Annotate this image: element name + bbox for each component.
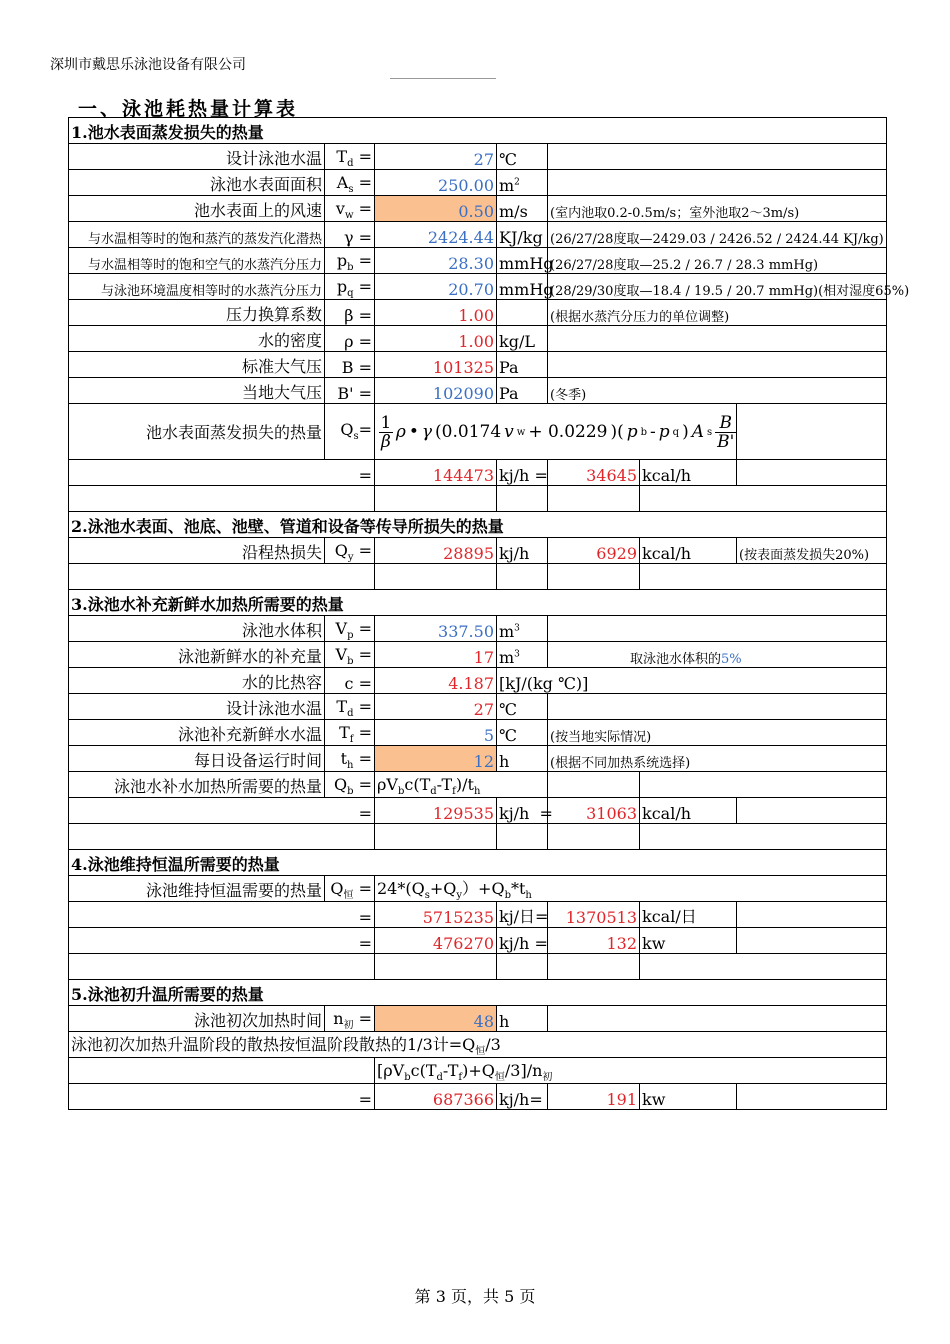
table-row: [69, 694, 887, 720]
symbol: $t_h$ =: [325, 746, 375, 772]
formula-text: $[\rho V_bc(T_d-T_f)+Q_恒/3]/n_初$: [375, 1058, 887, 1084]
label: 水的密度: [69, 326, 325, 352]
symbol: $Q_b$ =: [325, 772, 375, 798]
symbol: $V_b$ =: [325, 642, 375, 668]
result-unit: kj/h =: [497, 460, 548, 486]
table-row: [69, 746, 887, 772]
label: 与泳池环境温度相等时的水蒸汽分压力: [69, 274, 325, 300]
input-cell-initial-heating-time[interactable]: 48: [375, 1006, 497, 1032]
empty-cell: [69, 902, 325, 928]
label: 压力换算系数: [69, 300, 325, 326]
result-value-2[interactable]: 31063: [548, 798, 640, 824]
note: [548, 616, 887, 642]
section-3-title: 3.泳池水补充新鲜水加热所需要的热量: [69, 590, 887, 616]
table-row: [69, 1058, 887, 1084]
value-cell-2[interactable]: 6929: [548, 538, 640, 564]
table-row-blank: [69, 564, 887, 590]
note: 取泳池水体积的5%: [548, 642, 887, 668]
symbol: $p_b$ =: [325, 248, 375, 274]
note: [548, 352, 887, 378]
table-row: [69, 222, 887, 248]
table-row: [69, 668, 887, 694]
note: [737, 404, 887, 460]
value-cell[interactable]: 20.70: [375, 274, 497, 300]
note: [737, 902, 887, 928]
unit: $m^2$: [497, 170, 548, 196]
unit: kj/h: [497, 538, 548, 564]
note: (28/29/30度取—18.4 / 19.5 / 20.7 mmHg)(相对湿度65%): [548, 274, 887, 300]
value-cell[interactable]: 102090: [375, 378, 497, 404]
value-cell[interactable]: 1.00: [375, 300, 497, 326]
value-cell[interactable]: 2424.44: [375, 222, 497, 248]
note: (冬季): [548, 378, 887, 404]
empty-cell: [69, 460, 325, 486]
input-cell-wind-speed[interactable]: 0.50: [375, 196, 497, 222]
label: 池水表面蒸发损失的热量: [69, 404, 325, 460]
result-unit: kj/日=: [497, 902, 548, 928]
symbol: c =: [325, 668, 375, 694]
heat-calculation-table: [68, 117, 910, 1110]
table-row: [69, 1006, 887, 1032]
empty-cell: [69, 1058, 375, 1084]
section-4-title: 4.泳池维持恒温所需要的热量: [69, 850, 887, 876]
symbol: $p_q$ =: [325, 274, 375, 300]
result-unit-2: kcal/h: [640, 460, 737, 486]
label: 每日设备运行时间: [69, 746, 325, 772]
table-row: [69, 196, 887, 222]
note: [548, 1006, 887, 1032]
result-unit: kj/h=: [497, 1084, 548, 1110]
label: 泳池维持恒温需要的热量: [69, 876, 325, 902]
value-cell[interactable]: 27: [375, 694, 497, 720]
label: 泳池水体积: [69, 616, 325, 642]
label: 泳池水表面面积: [69, 170, 325, 196]
note: (根据水蒸汽分压力的单位调整): [548, 300, 887, 326]
result-unit: kj/h =: [497, 798, 548, 824]
table-row-formula: [69, 404, 887, 460]
value-cell[interactable]: 28.30: [375, 248, 497, 274]
table-row: [69, 170, 887, 196]
table-row: [69, 352, 887, 378]
unit: Pa: [497, 352, 548, 378]
result-value[interactable]: 144473: [375, 460, 497, 486]
empty-cell: [69, 798, 325, 824]
value-cell[interactable]: 5: [375, 720, 497, 746]
symbol: B' =: [325, 378, 375, 404]
symbol: $V_p$ =: [325, 616, 375, 642]
equals: =: [325, 798, 375, 824]
result-unit: kj/h =: [497, 928, 548, 954]
table-row-result: [69, 460, 887, 486]
table-row: [69, 642, 887, 668]
unit: Pa: [497, 378, 548, 404]
label: 设计泳池水温: [69, 144, 325, 170]
result-value[interactable]: 687366: [375, 1084, 497, 1110]
table-row-result: [69, 798, 887, 824]
unit-2: kcal/h: [640, 538, 737, 564]
label: 泳池补充新鲜水水温: [69, 720, 325, 746]
unit: kg/L: [497, 326, 548, 352]
table-row-result: [69, 902, 887, 928]
result-unit-2: kw: [640, 1084, 737, 1110]
result-value[interactable]: 129535: [375, 798, 497, 824]
label: 泳池新鲜水的补充量: [69, 642, 325, 668]
symbol: $T_d$ =: [325, 694, 375, 720]
note: (室内池取0.2-0.5m/s；室外池取2～3m/s): [548, 196, 887, 222]
table-row: [69, 274, 887, 300]
result-unit-2: kcal/h: [640, 798, 737, 824]
label: 与水温相等时的饱和空气的水蒸汽分压力: [69, 248, 325, 274]
table-row: [69, 616, 887, 642]
symbol: $A_s$ =: [325, 170, 375, 196]
section-2-title: 2.泳池水表面、池底、池壁、管道和设备等传导所损失的热量: [69, 512, 887, 538]
label: 泳池水补水加热所需要的热量: [69, 772, 325, 798]
label: 当地大气压: [69, 378, 325, 404]
symbol: $v_w$ =: [325, 196, 375, 222]
value-cell[interactable]: 101325: [375, 352, 497, 378]
formula-text: $24*(Q_s+Q_y)+Q_b*t_h$: [375, 876, 887, 902]
equals: =: [325, 928, 375, 954]
empty-cell: [69, 928, 325, 954]
unit: ℃: [497, 144, 548, 170]
value-cell[interactable]: 27: [375, 144, 497, 170]
note: (26/27/28度取—25.2 / 26.7 / 28.3 mmHg): [548, 248, 887, 274]
note: [548, 144, 887, 170]
result-value-2[interactable]: 132: [548, 928, 640, 954]
symbol: β =: [325, 300, 375, 326]
evaporation-formula: [375, 404, 737, 460]
note: [737, 460, 887, 486]
note: (按当地实际情况): [548, 720, 887, 746]
page-footer: 第 3 页，共 5 页: [414, 1287, 536, 1306]
symbol: $T_d$ =: [325, 144, 375, 170]
unit: $m^3$: [497, 616, 548, 642]
symbol: $T_f$ =: [325, 720, 375, 746]
percent-value[interactable]: 5%: [721, 652, 742, 667]
table-row: [69, 772, 887, 798]
table-row-result: [69, 1084, 887, 1110]
equals: =: [325, 460, 375, 486]
symbol: $Q_y$ =: [325, 538, 375, 564]
label: 沿程热损失: [69, 538, 325, 564]
table-row: [69, 378, 887, 404]
table-row-blank: [69, 824, 887, 850]
unit: [kJ/(kg ℃)]: [497, 668, 887, 694]
result-unit-2: kcal/日: [640, 902, 737, 928]
unit: [497, 300, 548, 326]
note: [737, 928, 887, 954]
value-cell[interactable]: 1.00: [375, 326, 497, 352]
table-row: [69, 720, 887, 746]
unit: h: [497, 746, 548, 772]
label: 池水表面上的风速: [69, 196, 325, 222]
label: 与水温相等时的饱和蒸汽的蒸发汽化潜热: [69, 222, 325, 248]
note: [548, 694, 887, 720]
header-rule: [390, 78, 496, 79]
unit: ℃: [497, 720, 548, 746]
result-value-2[interactable]: 191: [548, 1084, 640, 1110]
symbol: $Q_恒$ =: [325, 876, 375, 902]
symbol: B =: [325, 352, 375, 378]
table-row: [69, 876, 887, 902]
table-row: [69, 538, 887, 564]
company-name: 深圳市戴思乐泳池设备有限公司: [50, 57, 246, 73]
result-value-2[interactable]: 1370513: [548, 902, 640, 928]
label: 水的比热容: [69, 668, 325, 694]
result-value[interactable]: 5715235: [375, 902, 497, 928]
note: [548, 326, 887, 352]
equals: =: [325, 1084, 375, 1110]
sheet-title: 一、泳池耗热量计算表: [78, 98, 299, 120]
unit: mmHg: [497, 274, 548, 300]
symbol: $Q_s=$: [325, 404, 375, 460]
unit: mmHg: [497, 248, 548, 274]
formula-expression: 1 β ρ • γ (0.0174 v w + 0.0229 )( p b - p q ) A s B B': [380, 412, 735, 452]
note: (26/27/28度取—2429.03 / 2426.52 / 2424.44 KJ/kg): [548, 222, 887, 248]
unit: m/s: [497, 196, 548, 222]
note: (按表面蒸发损失20%): [737, 538, 887, 564]
result-unit-2: kw: [640, 928, 737, 954]
result-value[interactable]: 476270: [375, 928, 497, 954]
value-cell[interactable]: 28895: [375, 538, 497, 564]
symbol: ρ =: [325, 326, 375, 352]
description-text: 泳池初次加热升温阶段的散热按恒温阶段散热的1/3计$=Q_恒/3$: [69, 1032, 887, 1058]
table-row: [69, 326, 887, 352]
symbol: $n_初$ =: [325, 1006, 375, 1032]
table-row-blank: [69, 486, 887, 512]
note: [737, 1084, 887, 1110]
equals: =: [325, 902, 375, 928]
input-cell-run-time[interactable]: 12: [375, 746, 497, 772]
table-row: [69, 144, 887, 170]
table-row-blank: [69, 954, 887, 980]
note: [737, 798, 887, 824]
symbol: γ =: [325, 222, 375, 248]
unit: h: [497, 1006, 548, 1032]
empty-cell: [69, 1084, 325, 1110]
value-cell[interactable]: 17: [375, 642, 497, 668]
unit: $m^3$: [497, 642, 548, 668]
note: [548, 170, 887, 196]
label: 泳池初次加热时间: [69, 1006, 325, 1032]
value-cell[interactable]: 4.187: [375, 668, 497, 694]
label: 设计泳池水温: [69, 694, 325, 720]
table-row: [69, 248, 887, 274]
table-row-result: [69, 928, 887, 954]
value-cell[interactable]: 337.50: [375, 616, 497, 642]
label: 标准大气压: [69, 352, 325, 378]
section-5-title: 5.泳池初升温所需要的热量: [69, 980, 887, 1006]
unit: KJ/kg: [497, 222, 548, 248]
table-row: [69, 1032, 887, 1058]
section-1-title: 1.池水表面蒸发损失的热量: [69, 118, 887, 144]
value-cell[interactable]: 250.00: [375, 170, 497, 196]
table-row: [69, 300, 887, 326]
result-value-2[interactable]: 34645: [548, 460, 640, 486]
formula-text: $\rho V_bc(T_d-T_f)/t_h$: [375, 772, 548, 798]
note: (根据不同加热系统选择): [548, 746, 887, 772]
unit: ℃: [497, 694, 548, 720]
